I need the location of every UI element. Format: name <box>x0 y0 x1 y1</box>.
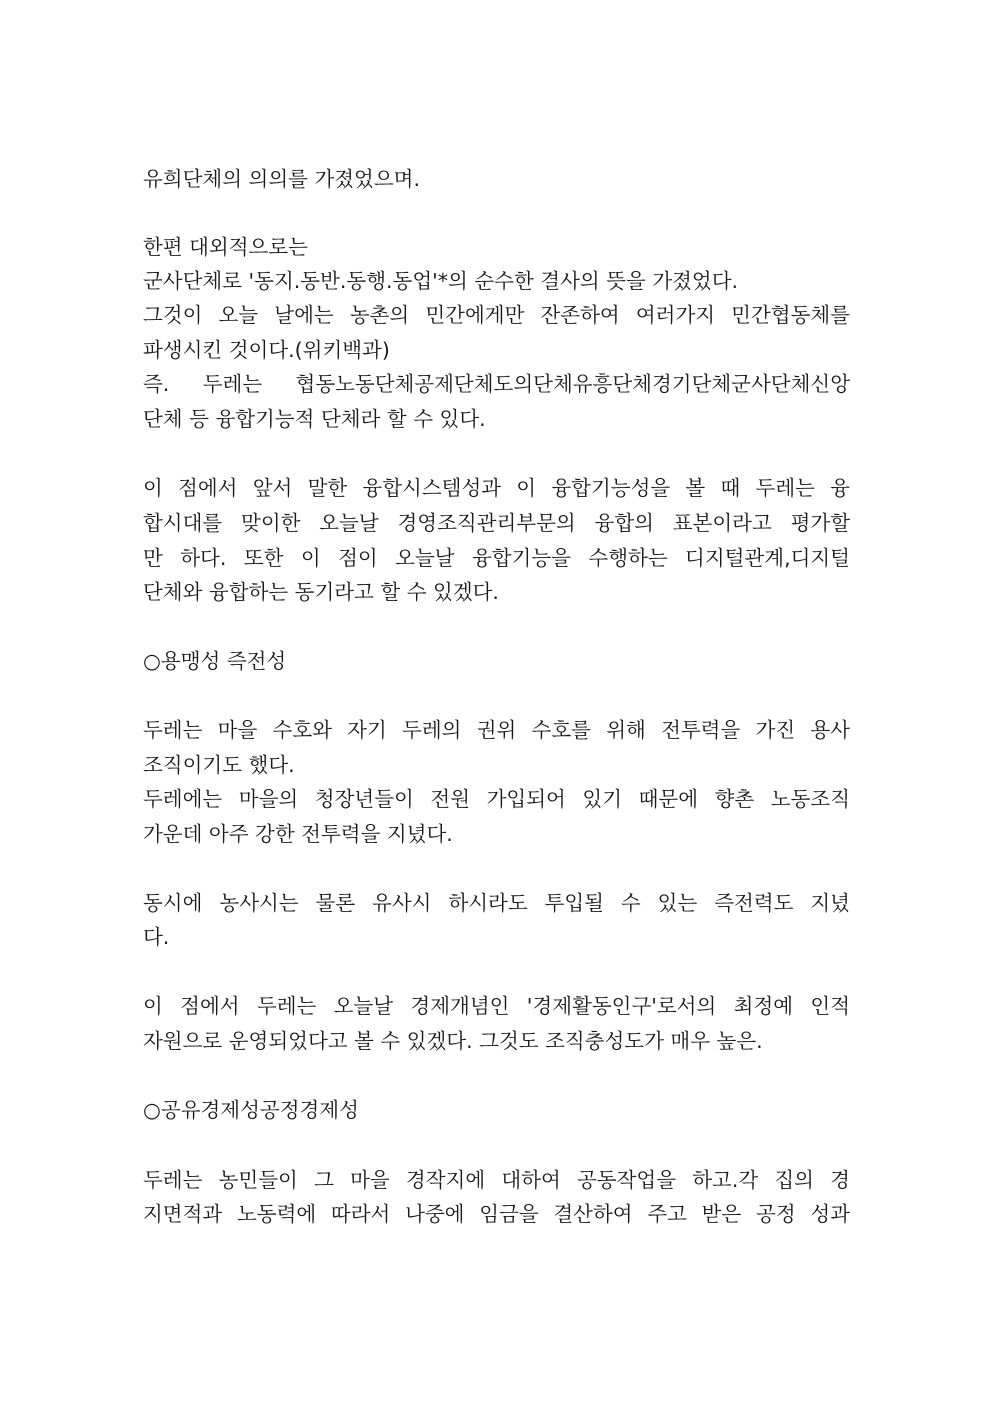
paragraph-line: 단체 등 융합기능적 단체라 할 수 있다. <box>143 407 486 431</box>
paragraph-line: 두레에는 마을의 청장년들이 전원 가입되어 있기 때문에 향촌 노동조직 <box>143 787 850 811</box>
paragraph-line: 이 점에서 앞서 말한 융합시스템성과 이 융합기능성을 볼 때 두레는 융 <box>143 476 850 500</box>
paragraph-line: 그것이 오늘 날에는 농촌의 민간에게만 잔존하여 여러가지 민간협동체를 <box>143 303 850 327</box>
paragraph-line: 동시에 농사시는 물론 유사시 하시라도 투입될 수 있는 즉전력도 지녔 <box>143 891 850 915</box>
paragraph-line: 두레는 마을 수호와 자기 두레의 권위 수호를 위해 전투력을 가진 용사 <box>143 718 850 742</box>
paragraph-line: 군사단체로 '동지.동반.동행.동업'*의 순수한 결사의 뜻을 가졌었다. <box>143 269 739 293</box>
section-heading: ○용맹성 즉전성 <box>143 649 287 673</box>
paragraph-line: 이 점에서 두레는 오늘날 경제개념인 '경제활동인구'로서의 최정예 인적 <box>143 994 850 1018</box>
paragraph-line: 즉. 두레는 협동노동단체공제단체도의단체유흥단체경기단체군사단체신앙 <box>143 372 850 396</box>
paragraph-line: 만 하다. 또한 이 점이 오늘날 융합기능을 수행하는 디지털관계,디지털 <box>143 546 850 570</box>
paragraph-line: 합시대를 맞이한 오늘날 경영조직관리부문의 융합의 표본이라고 평가할 <box>143 511 850 535</box>
paragraph-line: 지면적과 노동력에 따라서 나중에 임금을 결산하여 주고 받은 공정 성과 <box>143 1202 850 1226</box>
paragraph-line: 유희단체의 의의를 가졌었으며. <box>143 167 420 191</box>
paragraph-line: 자원으로 운영되었다고 볼 수 있겠다. 그것도 조직충성도가 매우 높은. <box>143 1029 763 1053</box>
section-heading: ○공유경제성공정경제성 <box>143 1098 359 1122</box>
paragraph-line: 두레는 농민들이 그 마을 경작지에 대하여 공동작업을 하고.각 집의 경 <box>143 1168 850 1192</box>
paragraph-line: 가운데 아주 강한 전투력을 지녔다. <box>143 822 453 846</box>
paragraph-line: 조직이기도 했다. <box>143 753 295 777</box>
paragraph-line: 파생시킨 것이다.(위키백과) <box>143 338 390 362</box>
paragraph-line: 한편 대외적으로는 <box>143 235 308 259</box>
paragraph-line: 다. <box>143 925 170 949</box>
paragraph-line: 단체와 융합하는 동기라고 할 수 있겠다. <box>143 580 499 604</box>
